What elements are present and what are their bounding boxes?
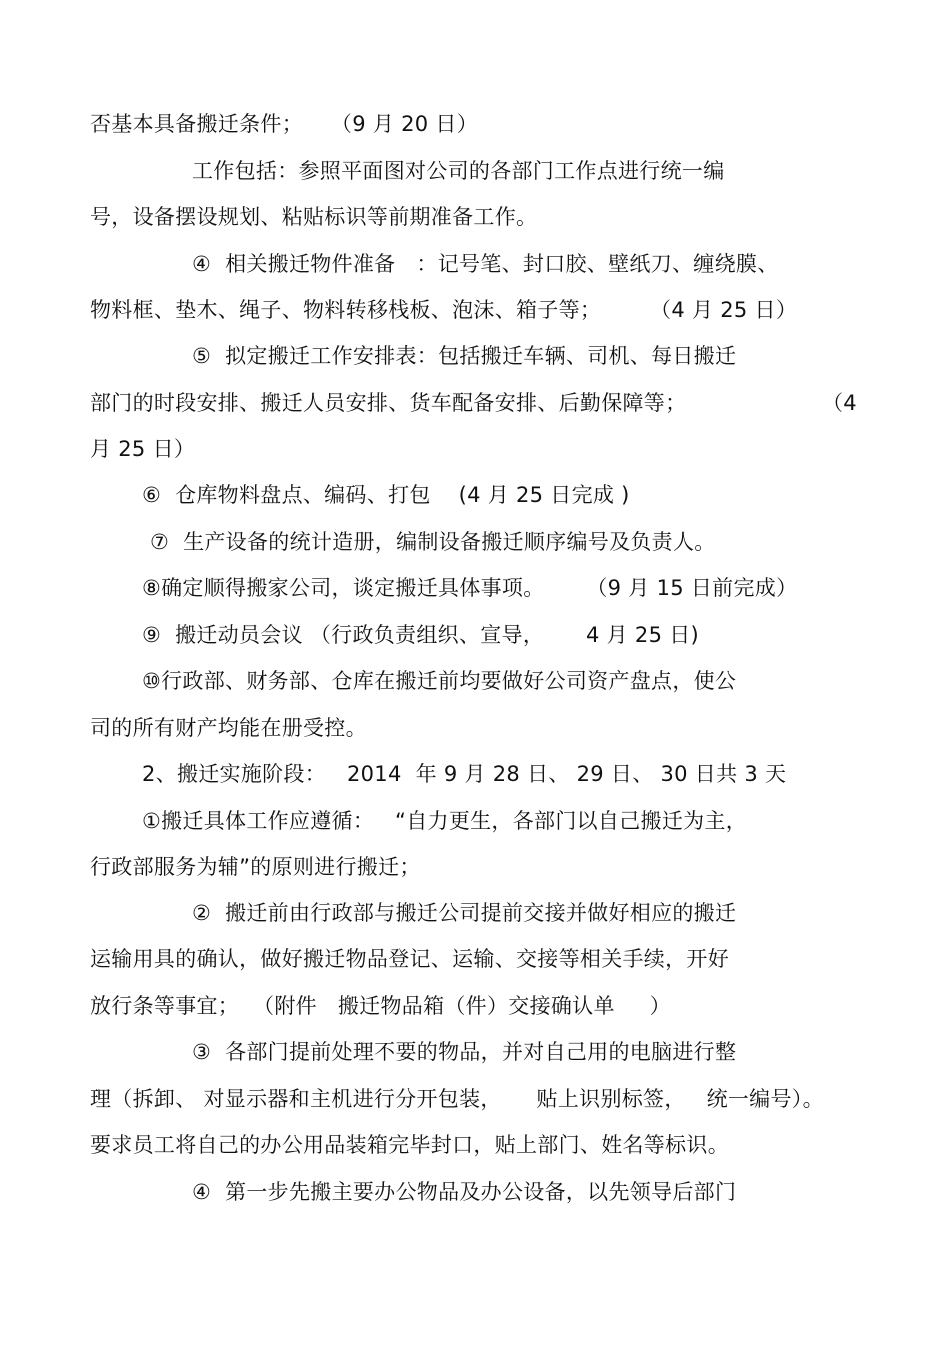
text-line: ⑥ 仓库物料盘点、编码、打包 (4 月 25 日完成 ) — [142, 483, 630, 507]
text-line: ⑦ 生产设备的统计造册，编制设备搬迁顺序编号及负责人。 — [150, 530, 716, 554]
text-line: 行政部服务为辅”的原则进行搬迁； — [90, 855, 421, 879]
text-line: 工作包括：参照平面图对公司的各部门工作点进行统一编 — [192, 159, 725, 183]
text-line: （4 — [822, 391, 857, 415]
text-line: 放行条等事宜； （附件 搬迁物品箱（件）交接确认单 ） — [90, 994, 671, 1018]
text-line: 否基本具备搬迁条件； （9 月 20 日） — [90, 112, 479, 136]
text-line: 号，设备摆设规划、粘贴标识等前期准备工作。 — [90, 205, 538, 229]
text-line: 物料框、垫木、绳子、物料转移栈板、泡沫、箱子等； （4 月 25 日） — [90, 298, 798, 322]
text-line: 月 25 日） — [90, 437, 196, 461]
text-line: 司的所有财产均能在册受控。 — [90, 716, 367, 740]
text-line: ④ 第一步先搬主要办公物品及办公设备，以先领导后部门 — [192, 1180, 737, 1204]
text-line: ⑧确定顺得搬家公司，谈定搬迁具体事项。 （9 月 15 日前完成） — [142, 576, 798, 600]
text-line: 运输用具的确认，做好搬迁物品登记、运输、交接等相关手续，开好 — [90, 947, 729, 971]
text-line: ⑩行政部、财务部、仓库在搬迁前均要做好公司资产盘点，使公 — [142, 669, 737, 693]
text-line: ② 搬迁前由行政部与搬迁公司提前交接并做好相应的搬迁 — [192, 901, 737, 925]
text-line: 要求员工将自己的办公用品装箱完毕封口，贴上部门、姓名等标识。 — [90, 1133, 729, 1157]
text-line: ①搬迁具体工作应遵循： “自力更生，各部门以自己搬迁为主， — [142, 809, 748, 833]
text-line: ⑨ 搬迁动员会议 （行政负责组织、宣导， 4 月 25 日) — [142, 623, 700, 647]
text-line: 部门的时段安排、搬迁人员安排、货车配备安排、后勤保障等； — [90, 391, 687, 415]
text-line: ⑤ 拟定搬迁工作安排表：包括搬迁车辆、司机、每日搬迁 — [192, 344, 737, 368]
text-line: ④ 相关搬迁物件准备 ：记号笔、封口胶、壁纸刀、缠绕膜、 — [192, 252, 779, 276]
text-line: 理（拆卸、 对显示器和主机进行分开包装， 贴上识别标签， 统一编号）。 — [90, 1087, 824, 1111]
section-heading: 2、搬迁实施阶段： 2014 年 9 月 28 日、 29 日、 30 日共 3 天 — [142, 762, 787, 786]
text-line: ③ 各部门提前处理不要的物品，并对自己用的电脑进行整 — [192, 1040, 737, 1064]
